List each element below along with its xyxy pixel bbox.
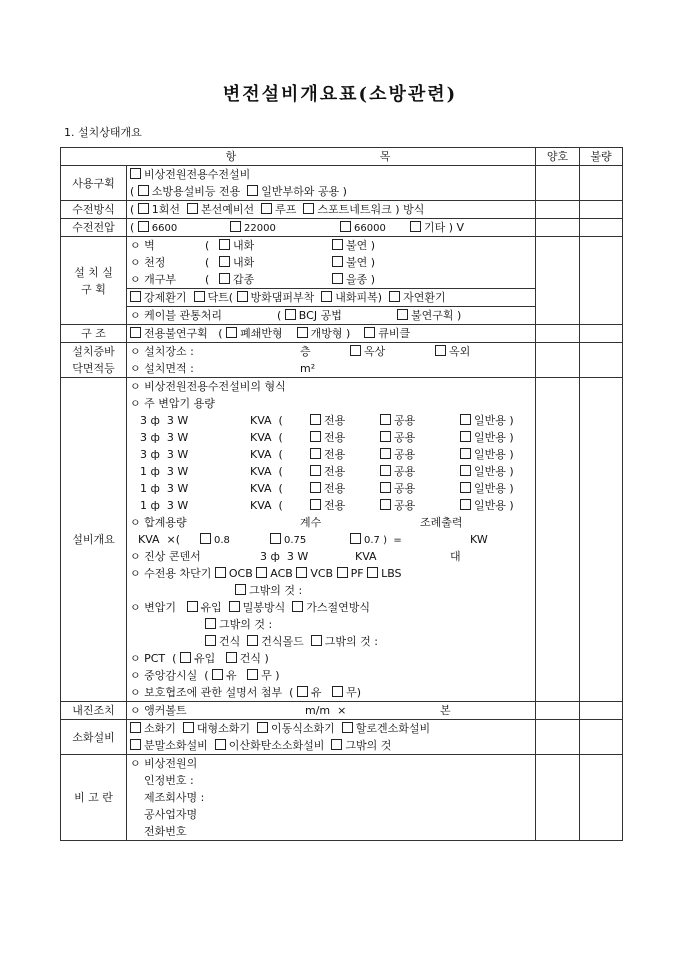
checkbox[interactable] [130, 739, 141, 750]
checkbox[interactable] [257, 722, 268, 733]
checkbox[interactable] [138, 185, 149, 196]
checkbox[interactable] [310, 465, 321, 476]
good-cell[interactable] [536, 201, 580, 219]
row-remarks: 비 고 란 ㅇ 비상전원의 인정번호 : 제조회사명 : 공사업자명 전화번호 [61, 755, 623, 841]
checkbox[interactable] [138, 221, 149, 232]
row-power-receiving-method: 수전방식 ( 1회선 본선예비선 루프 스포트네트워크 ) 방식 [61, 201, 623, 219]
checkbox[interactable] [380, 414, 391, 425]
checkbox[interactable] [460, 465, 471, 476]
checkbox[interactable] [340, 221, 351, 232]
good-cell[interactable] [536, 325, 580, 343]
good-cell[interactable] [536, 237, 580, 325]
transformer-row: 1 ф 3 W KVA ( 전용 공용 일반용 ) [140, 482, 514, 495]
checkbox[interactable] [205, 635, 216, 646]
checkbox[interactable] [310, 499, 321, 510]
bad-cell[interactable] [580, 755, 623, 841]
checkbox[interactable] [296, 567, 307, 578]
checkbox[interactable] [297, 327, 308, 338]
checkbox[interactable] [460, 414, 471, 425]
checkbox[interactable] [226, 652, 237, 663]
good-cell[interactable] [536, 166, 580, 201]
row-receiving-voltage: 수전전압 ( 6600 22000 66000 기타 ) V [61, 219, 623, 237]
checkbox[interactable] [380, 482, 391, 493]
checkbox[interactable] [212, 669, 223, 680]
checkbox[interactable] [219, 239, 230, 250]
checkbox[interactable] [380, 465, 391, 476]
checkbox[interactable] [292, 601, 303, 612]
transformer-row: 3 ф 3 W KVA ( 전용 공용 일반용 ) [140, 414, 514, 427]
checkbox[interactable] [187, 601, 198, 612]
row-structure: 구 조 전용불연구획 ( 폐쇄반형 개방형 ) 큐비클 [61, 325, 623, 343]
inspection-table [60, 147, 623, 841]
bad-cell[interactable] [580, 343, 623, 378]
checkbox[interactable] [297, 686, 308, 697]
checkbox[interactable] [310, 431, 321, 442]
checkbox[interactable] [138, 203, 149, 214]
form-title: 변전설비개요표(소방관련) [222, 84, 458, 105]
checkbox[interactable] [389, 291, 400, 302]
checkbox[interactable] [435, 345, 446, 356]
bad-cell[interactable] [580, 219, 623, 237]
checkbox[interactable] [380, 431, 391, 442]
transformer-row: 1 ф 3 W KVA ( 전용 공용 일반용 ) [140, 499, 514, 512]
checkbox[interactable] [247, 185, 258, 196]
checkbox[interactable] [332, 239, 343, 250]
checkbox[interactable] [237, 291, 248, 302]
bad-cell[interactable] [580, 237, 623, 325]
checkbox[interactable] [380, 499, 391, 510]
checkbox[interactable] [350, 345, 361, 356]
checkbox[interactable] [310, 414, 321, 425]
checkbox[interactable] [350, 533, 361, 544]
checkbox[interactable] [247, 669, 258, 680]
checkbox[interactable] [229, 601, 240, 612]
checkbox[interactable] [367, 567, 378, 578]
checkbox[interactable] [270, 533, 281, 544]
checkbox[interactable] [235, 584, 246, 595]
checkbox[interactable] [380, 448, 391, 459]
checkbox[interactable] [180, 652, 191, 663]
checkbox[interactable] [183, 722, 194, 733]
header-good: 양호 [536, 148, 580, 166]
checkbox[interactable] [397, 309, 408, 320]
checkbox[interactable] [247, 635, 258, 646]
section-heading: 1. 설치상태개요 [64, 126, 142, 139]
transformer-row: 1 ф 3 W KVA ( 전용 공용 일반용 ) [140, 465, 514, 478]
table-header [61, 148, 623, 166]
checkbox[interactable] [311, 635, 322, 646]
header-item-right: 목 [379, 150, 391, 163]
good-cell[interactable] [536, 755, 580, 841]
checkbox[interactable] [261, 203, 272, 214]
checkbox[interactable] [460, 499, 471, 510]
checkbox[interactable] [200, 533, 211, 544]
checkbox[interactable] [321, 291, 332, 302]
checkbox[interactable] [332, 273, 343, 284]
header-bad: 불량 [580, 148, 623, 166]
checkbox[interactable] [230, 221, 241, 232]
bad-cell[interactable] [580, 702, 623, 720]
checkbox[interactable] [130, 327, 141, 338]
checkbox[interactable] [205, 618, 216, 629]
good-cell[interactable] [536, 702, 580, 720]
checkbox[interactable] [460, 431, 471, 442]
row-fire-extinguishing: 소화설비 소화기 대형소화기 이동식소화기 할로겐소화설비 분말소화설비 이산화탄소소화설비 그밖의 것 [61, 720, 623, 755]
row-label: 사용구획 [61, 166, 127, 201]
checkbox[interactable] [194, 291, 205, 302]
checkbox[interactable] [332, 256, 343, 267]
row-equipment-overview: 설비개요 ㅇ 비상전원전용수전설비의 형식 ㅇ 주 변압기 용량 3 ф 3 W KVA ( 전용 공용 일반용 ) 3 ф 3 W KVA ( 전용 공용 일반용 ) 3 ф 3 W KVA ( 전용 공용 일반용 ) 1 ф 3 W KVA ( 전용 공용 일반용 ) 1 ф 3 W KVA ( 전용 공용 일반용 ) 1 ф 3 W KVA ( 전용 공용 일반용 ) ㅇ 합계용량 계수 조례출력 KVA ×( 0.8 0.75 0.7 ) = KW ㅇ 진상 콘덴서 3 ф 3 W KVA 대 ㅇ 수전용 차단기 OCB ACB VCB PF LBS 그밖의 것 : ㅇ 변압기 유입 밀봉방식 가스절연방식 그밖의 것 : 건식 건식몰드 그밖의 것 : ㅇ PCT ( 유입 건식 ) ㅇ 중앙감시실 ( 유 무 ) ㅇ 보호협조에 관한 설명서 첨부 ( 유 무) [61, 378, 623, 702]
checkbox[interactable] [187, 203, 198, 214]
checkbox[interactable] [310, 482, 321, 493]
good-cell[interactable] [536, 343, 580, 378]
checkbox[interactable] [310, 448, 321, 459]
checkbox[interactable] [303, 203, 314, 214]
checkbox[interactable] [215, 567, 226, 578]
checkbox[interactable] [342, 722, 353, 733]
row-usage-zone: 사용구획 비상전원전용수전설비 ( 소방용설비등 전용 일반부하와 공용 ) [61, 166, 623, 201]
bad-cell[interactable] [580, 325, 623, 343]
checkbox[interactable] [410, 221, 421, 232]
row-room-partition: 설 치 실 구 획 ㅇ 벽 ( 내화 불연 ) ㅇ 천정 ( 내화 불연 ) ㅇ 개구부 ( 갑종 을종 ) 강제환기 닥트( 방화댐퍼부착 내화피복) 자연환기 ㅇ 케이블 관통처리 ( BCJ 공법 불연구획 ) [61, 237, 623, 325]
checkbox[interactable] [460, 482, 471, 493]
bad-cell[interactable] [580, 201, 623, 219]
row-seismic: 내진조치 ㅇ 앵커볼트 m/m × 본 [61, 702, 623, 720]
checkbox[interactable] [226, 327, 237, 338]
checkbox[interactable] [332, 686, 343, 697]
checkbox[interactable] [364, 327, 375, 338]
checkbox[interactable] [130, 722, 141, 733]
checkbox[interactable] [130, 291, 141, 302]
bad-cell[interactable] [580, 166, 623, 201]
bad-cell[interactable] [580, 378, 623, 702]
bad-cell[interactable] [580, 720, 623, 755]
checkbox[interactable] [337, 567, 348, 578]
checkbox[interactable] [219, 273, 230, 284]
good-cell[interactable] [536, 378, 580, 702]
checkbox[interactable] [215, 739, 226, 750]
checkbox[interactable] [130, 168, 141, 179]
checkbox[interactable] [331, 739, 342, 750]
transformer-row: 3 ф 3 W KVA ( 전용 공용 일반용 ) [140, 431, 514, 444]
good-cell[interactable] [536, 219, 580, 237]
checkbox[interactable] [285, 309, 296, 320]
good-cell[interactable] [536, 720, 580, 755]
header-item-left: 항 [225, 150, 237, 163]
checkbox[interactable] [256, 567, 267, 578]
row-install-place: 설치증바 닥면적등 ㅇ 설치장소 : 층 옥상 옥외 ㅇ 설치면적 : m² [61, 343, 623, 378]
transformer-row: 3 ф 3 W KVA ( 전용 공용 일반용 ) [140, 448, 514, 461]
checkbox[interactable] [219, 256, 230, 267]
checkbox[interactable] [460, 448, 471, 459]
